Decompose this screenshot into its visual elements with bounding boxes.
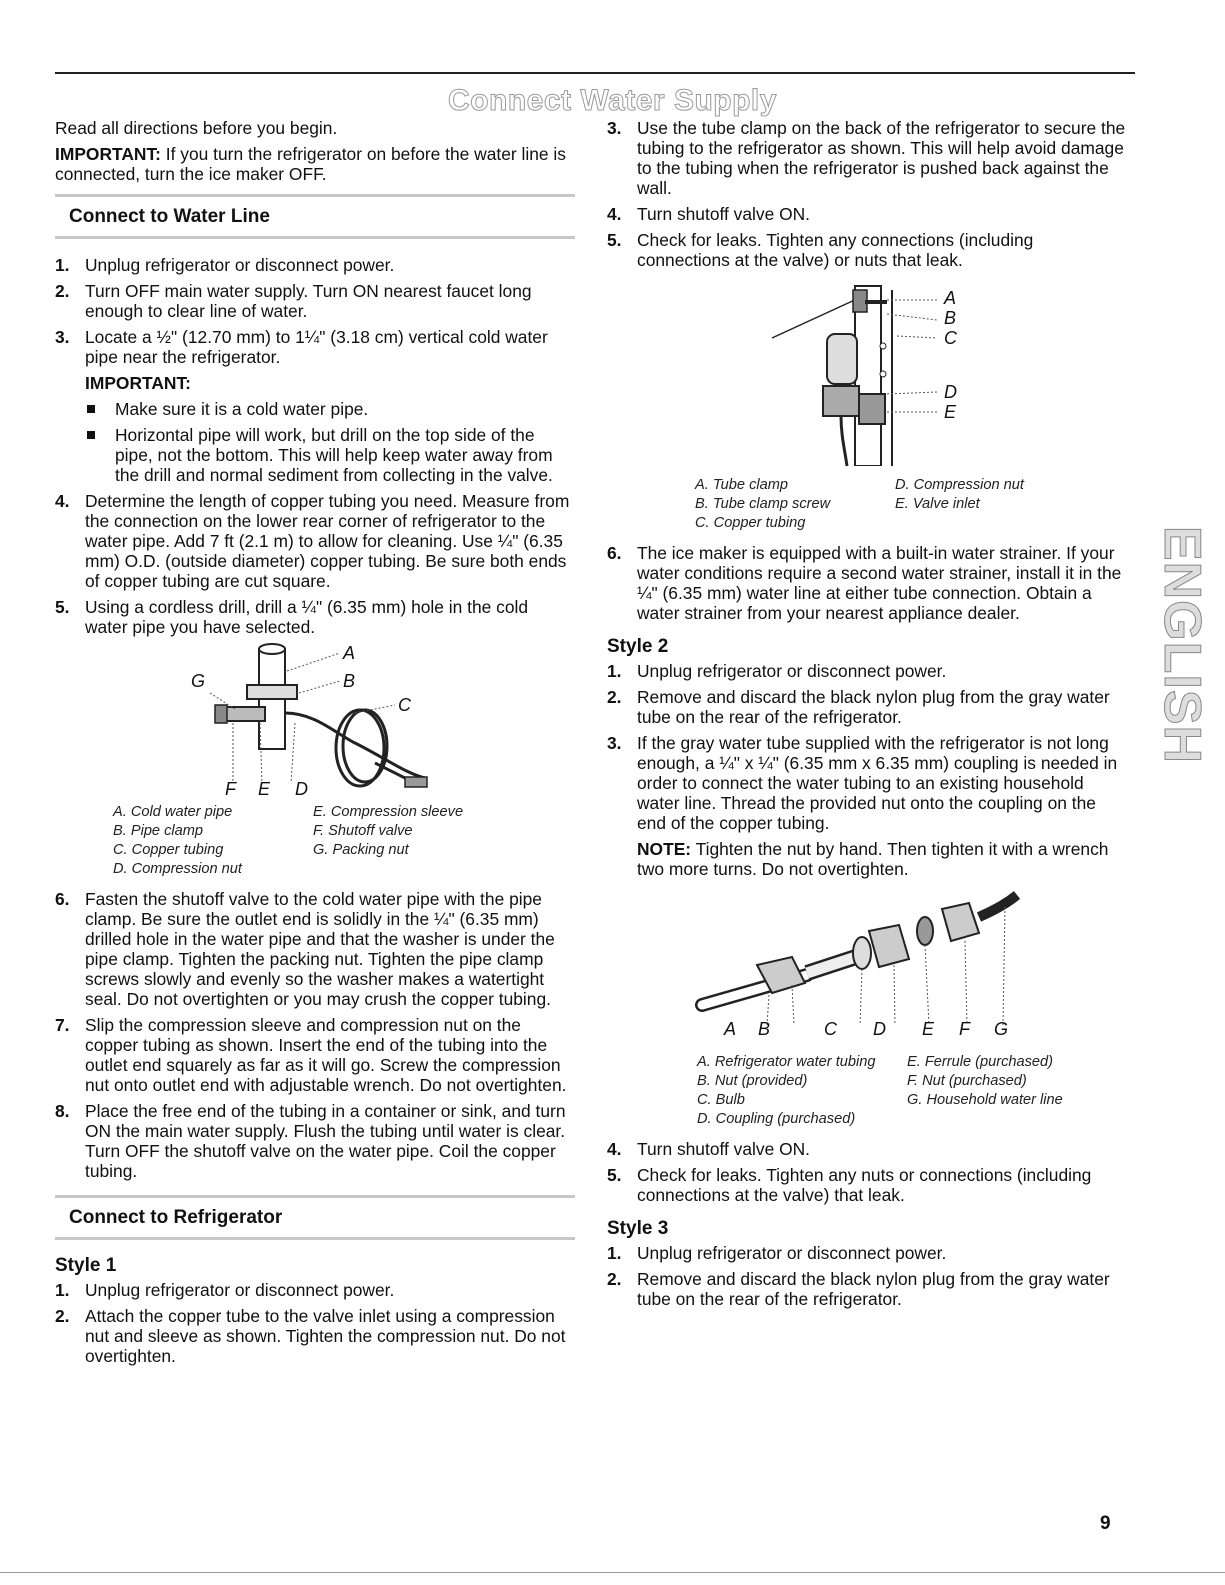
- intro-important: [55, 144, 575, 184]
- step-number: 2.: [607, 687, 622, 707]
- legend-item: C. Copper tubing: [695, 515, 806, 531]
- step-item: [607, 1269, 1129, 1309]
- note-text: Tighten the nut by hand. Then tighten it with a wrench two more turns. Do not overtighten.: [637, 839, 1109, 879]
- style-1-steps-b: [607, 118, 1129, 270]
- side-tab-label: ENGLISH: [1153, 525, 1212, 765]
- legend-item: E. Compression sleeve: [313, 804, 464, 820]
- step-text: Turn OFF main water supply. Turn ON nearest faucet long enough to clear line of water.: [85, 281, 532, 321]
- step-text: The ice maker is equipped with a built-in water strainer. If your water conditions require a second water strainer, install it in the ¼" (6.35 mm) water line at either tube connection. Obtain a water strainer from your nearest appliance dealer.: [637, 543, 1122, 623]
- legend-item: D. Coupling (purchased): [697, 1111, 856, 1127]
- legend-item: C. Copper tubing: [113, 842, 224, 858]
- legend-item: D. Compression nut: [113, 861, 242, 877]
- step-number: 5.: [607, 1165, 622, 1185]
- page-title: Connect Water Supply: [448, 84, 777, 117]
- step-text: Use the tube clamp on the back of the refrigerator to secure the tubing to the refrigerator as shown. This will help avoid damage to the tubing when the refrigerator is pushed back against the wall.: [637, 118, 1126, 198]
- figure-letter-b: B: [944, 308, 957, 328]
- important-bullets: [85, 399, 575, 485]
- legend-item: [895, 514, 1115, 533]
- bottom-rule: [0, 1572, 1225, 1573]
- step-text: Turn shutoff valve ON.: [637, 204, 811, 224]
- bullet-text: Horizontal pipe will work, but drill on the top side of the pipe, not the bottom. This will help keep water away from the drill and normal sediment from collecting in the valve.: [115, 425, 553, 485]
- figure-coupling: [607, 885, 1129, 1043]
- legend-item: A. Tube clamp: [695, 477, 789, 493]
- step-number: 1.: [607, 661, 622, 681]
- legend-item: G. Household water line: [907, 1092, 1063, 1108]
- section-heading-water-line: Connect to Water Line: [55, 194, 575, 239]
- figure-letter-d: D: [295, 779, 308, 799]
- figure-letter-e: E: [922, 1019, 935, 1039]
- step-text: Using a cordless drill, drill a ¼" (6.35 mm) hole in the cold water pipe you have selected.: [85, 597, 529, 637]
- step-number: 1.: [607, 1243, 622, 1263]
- step-text: Place the free end of the tubing in a container or sink, and turn ON the main water supply. Flush the tubing until water is clear. Turn OFF the shutoff valve on the water pipe. Coil the copper tubing.: [85, 1101, 566, 1181]
- figure-letter-a: A: [944, 288, 957, 308]
- important-label: IMPORTANT:: [85, 373, 191, 393]
- legend-item: B. Pipe clamp: [113, 823, 204, 839]
- legend-item: B. Tube clamp screw: [695, 496, 831, 512]
- step-text: Unplug refrigerator or disconnect power.: [637, 661, 947, 681]
- water-line-steps-b: [55, 889, 575, 1181]
- step-text: Determine the length of copper tubing you need. Measure from the connection on the lower rear corner of refrigerator to the water pipe. Add 7 ft (2.1 m) to allow for cleaning. Use ¼" (6.35 mm) O.D. (outside diameter) copper tubing. Be sure both ends of copper tubing are cut square.: [85, 491, 570, 591]
- language-side-tab: [1153, 525, 1212, 765]
- legend-item: F. Shutoff valve: [313, 823, 413, 839]
- step-item: [55, 1101, 575, 1181]
- step-item: [607, 687, 1129, 727]
- step-number: 1.: [55, 255, 70, 275]
- step-number: 3.: [607, 118, 622, 138]
- style-3-heading: Style 3: [607, 1218, 669, 1239]
- step-text: Locate a ½" (12.70 mm) to 1¼" (3.18 cm) vertical cold water pipe near the refrigerator.: [85, 327, 548, 367]
- bullet-square-icon: [87, 405, 95, 413]
- step-text: Check for leaks. Tighten any connections (including connections at the valve) or nuts that leak.: [637, 230, 1034, 270]
- legend-item: E. Ferrule (purchased): [907, 1054, 1053, 1070]
- legend-item: G. Packing nut: [313, 842, 409, 858]
- page-number: 9: [1100, 1513, 1111, 1534]
- legend-item: B. Nut (provided): [697, 1073, 808, 1089]
- step-text: Slip the compression sleeve and compression nut on the copper tubing as shown. Insert the end of the tubing into the outlet end squarely as far as it will go. Screw the compression nut onto outlet end with adjustable wrench. Do not overtighten.: [85, 1015, 567, 1095]
- step-text: Unplug refrigerator or disconnect power.: [85, 1280, 395, 1300]
- step-text: Attach the copper tube to the valve inlet using a compression nut and sleeve as shown. Tighten the compression nut. Do not overtighten.: [85, 1306, 566, 1366]
- legend-item: F. Nut (purchased): [907, 1073, 1027, 1089]
- step-item: [55, 1015, 575, 1095]
- figure-letter-c: C: [944, 328, 957, 348]
- step-number: 5.: [55, 597, 70, 617]
- legend-item: D. Compression nut: [895, 477, 1024, 493]
- step-item: [607, 230, 1129, 270]
- step-text: Remove and discard the black nylon plug from the gray water tube on the rear of the refrigerator.: [637, 1269, 1110, 1309]
- style-2-steps-a: [607, 661, 1129, 879]
- legend-item: [907, 1110, 1127, 1129]
- step-number: 2.: [55, 281, 70, 301]
- step-number: 3.: [55, 327, 70, 347]
- figure-letter-a: A: [343, 643, 356, 663]
- tube-clamp-illustration: [607, 276, 1129, 466]
- step-number: 4.: [607, 204, 622, 224]
- section-heading-refrigerator: Connect to Refrigerator: [55, 1195, 575, 1240]
- figure-shutoff-valve: [55, 643, 575, 799]
- step-number: 2.: [55, 1306, 70, 1326]
- figure-legend-water-line: [55, 803, 575, 879]
- step-item: [55, 281, 575, 321]
- note-label: NOTE:: [637, 839, 692, 859]
- figure-letter-e: E: [944, 402, 957, 422]
- figure-legend-tube-clamp: [607, 476, 1129, 533]
- right-column: [607, 118, 1129, 1315]
- step-number: 3.: [607, 733, 622, 753]
- figure-legend-coupling: [607, 1053, 1129, 1129]
- step-text: Unplug refrigerator or disconnect power.: [85, 255, 395, 275]
- style-2-heading: Style 2: [607, 636, 669, 657]
- step-item: [55, 1280, 575, 1300]
- step-item: [607, 661, 1129, 681]
- step-number: 7.: [55, 1015, 70, 1035]
- figure-letter-b: B: [343, 671, 356, 691]
- note: [637, 839, 1129, 879]
- step-number: 4.: [607, 1139, 622, 1159]
- water-line-steps-a: [55, 255, 575, 637]
- legend-item: C. Bulb: [697, 1092, 745, 1108]
- step-number: 4.: [55, 491, 70, 511]
- legend-item: [313, 860, 533, 879]
- style-2-steps-b: [607, 1139, 1129, 1205]
- step-text: Unplug refrigerator or disconnect power.: [637, 1243, 947, 1263]
- style-1-steps-c: [607, 543, 1129, 623]
- bullet-text: Make sure it is a cold water pipe.: [115, 399, 369, 419]
- step-text: If the gray water tube supplied with the refrigerator is not long enough, a ¼" x ¼" (6.35 mm x 6.35 mm) coupling is needed in order to connect the water tubing to an existing household water line. Thread the provided nut onto the coupling on the end of the copper tubing.: [637, 733, 1118, 833]
- figure-letter-f: F: [959, 1019, 970, 1039]
- left-column: [55, 118, 575, 1372]
- coupling-illustration: [607, 885, 1129, 1043]
- figure-tube-clamp: [607, 276, 1129, 466]
- important-text: If you turn the refrigerator on before the water line is connected, turn the ice maker OFF.: [55, 144, 566, 184]
- step-item: [607, 733, 1129, 879]
- step-item: [55, 889, 575, 1009]
- step-number: 8.: [55, 1101, 70, 1121]
- figure-letter-d: D: [944, 382, 957, 402]
- step-text: Check for leaks. Tighten any nuts or connections (including connections at the valve) that leak.: [637, 1165, 1092, 1205]
- step-item: [607, 1243, 1129, 1263]
- step-item: [55, 1306, 575, 1366]
- step-item: [55, 597, 575, 637]
- step-number: 1.: [55, 1280, 70, 1300]
- step-item: [607, 1165, 1129, 1205]
- step-item: [607, 543, 1129, 623]
- style-3-steps: [607, 1243, 1129, 1309]
- bullet-item: [85, 399, 575, 419]
- legend-item: E. Valve inlet: [895, 496, 980, 512]
- bullet-square-icon: [87, 431, 95, 439]
- step-number: 6.: [55, 889, 70, 909]
- step-number: 6.: [607, 543, 622, 563]
- figure-letter-d: D: [873, 1019, 886, 1039]
- step-item: [607, 1139, 1129, 1159]
- figure-letter-g: G: [191, 671, 206, 691]
- style-1-steps-a: [55, 1280, 575, 1366]
- figure-letter-g: G: [994, 1019, 1009, 1039]
- top-rule: [55, 72, 1135, 74]
- figure-letter-e: E: [258, 779, 271, 799]
- step-item: [607, 204, 1129, 224]
- intro-read-first: Read all directions before you begin.: [55, 118, 338, 138]
- step-item: [607, 118, 1129, 198]
- step-text: Fasten the shutoff valve to the cold water pipe with the pipe clamp. Be sure the outlet end is solidly in the ¼" (6.35 mm) drilled hole in the water pipe and that the washer is under the pipe clamp. Tighten the packing nut. Tighten the pipe clamp screws slowly and evenly so the washer makes a watertight seal. Do not overtighten or you may crush the copper tubing.: [85, 889, 555, 1009]
- figure-letter-c: C: [398, 695, 411, 715]
- figure-letter-f: F: [225, 779, 236, 799]
- step-number: 5.: [607, 230, 622, 250]
- step-text: Remove and discard the black nylon plug from the gray water tube on the rear of the refrigerator.: [637, 687, 1110, 727]
- step-number: 2.: [607, 1269, 622, 1289]
- step-item: [55, 491, 575, 591]
- bullet-item: [85, 425, 575, 485]
- important-label: IMPORTANT:: [55, 144, 161, 164]
- style-1-heading: Style 1: [55, 1255, 117, 1276]
- figure-letter-a: A: [724, 1019, 737, 1039]
- step-item: [55, 327, 575, 485]
- legend-item: A. Cold water pipe: [113, 804, 233, 820]
- step-item: [55, 255, 575, 275]
- shutoff-valve-illustration: [55, 643, 575, 793]
- figure-letter-b: B: [758, 1019, 771, 1039]
- legend-item: A. Refrigerator water tubing: [697, 1054, 876, 1070]
- step-text: Turn shutoff valve ON.: [637, 1139, 811, 1159]
- figure-letter-c: C: [824, 1019, 837, 1039]
